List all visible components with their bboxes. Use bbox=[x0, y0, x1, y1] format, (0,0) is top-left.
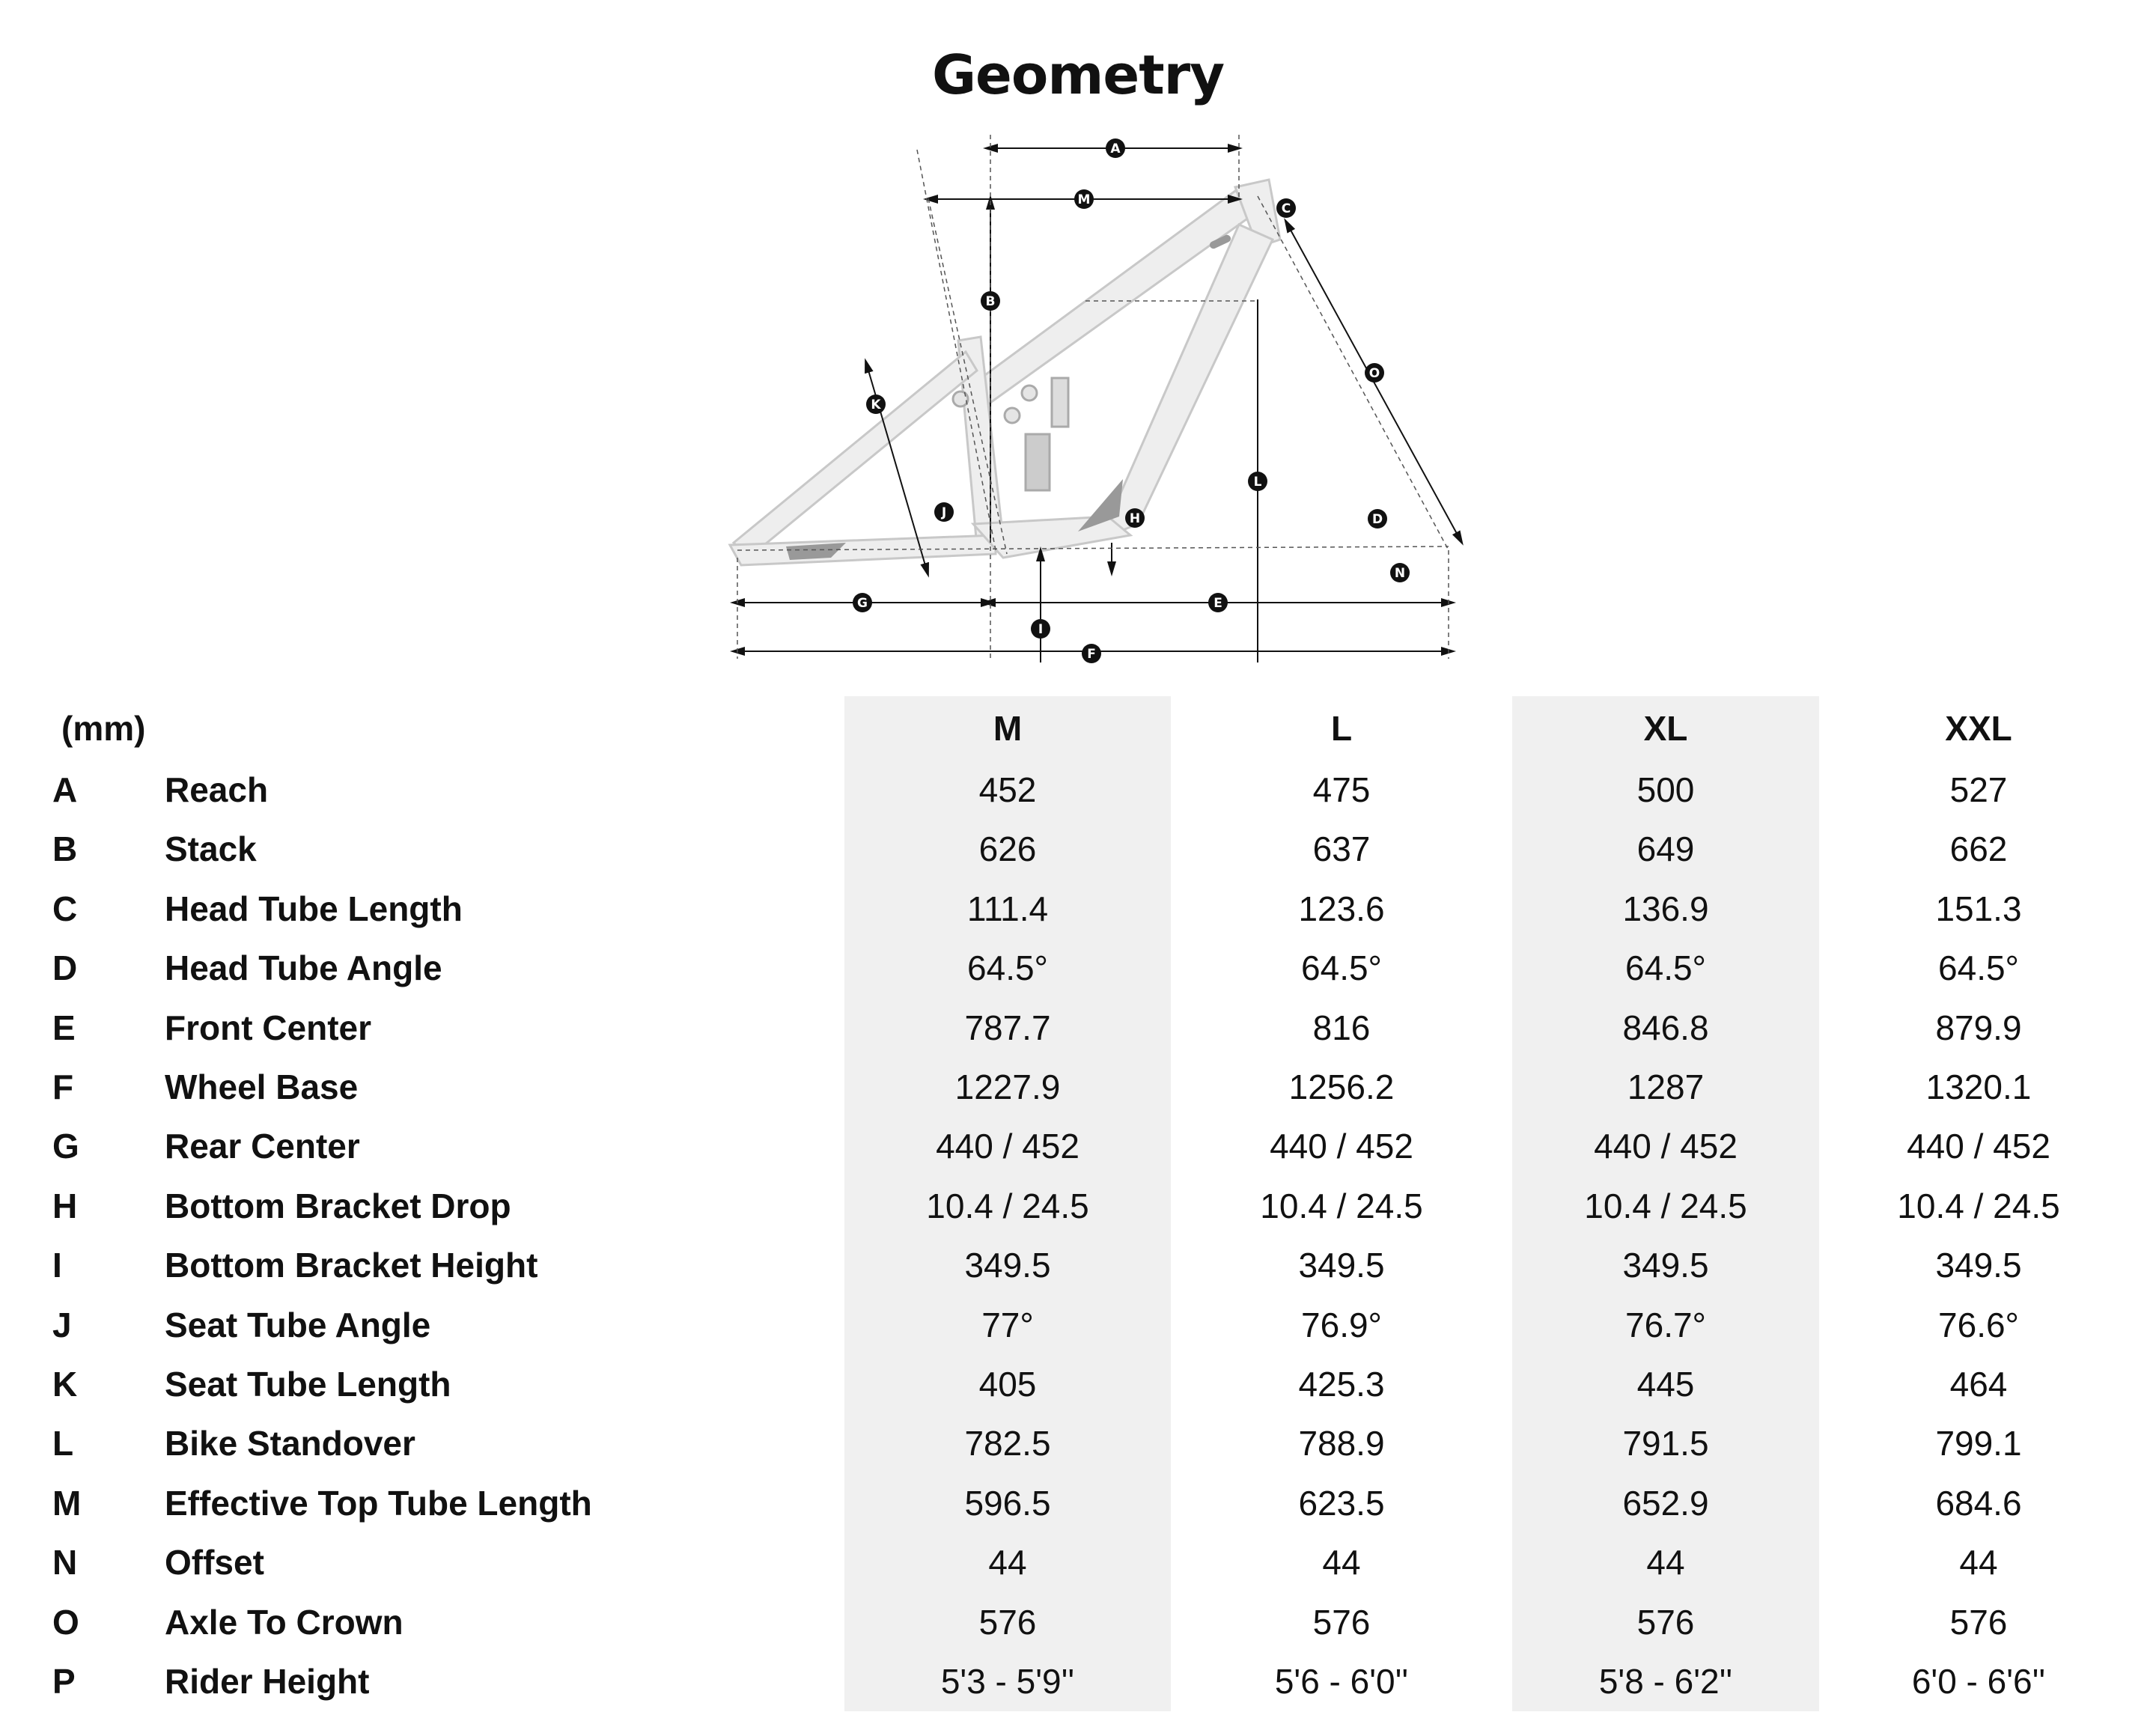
value-size-xl: 1287 bbox=[1627, 1067, 1705, 1107]
row-measurement-name: Effective Top Tube Length bbox=[165, 1483, 592, 1523]
row-measurement-name: Front Center bbox=[165, 1008, 371, 1047]
value-size-m: 787.7 bbox=[964, 1008, 1051, 1047]
row-measurement-name: Bottom Bracket Height bbox=[165, 1246, 538, 1285]
value-size-m: 626 bbox=[978, 829, 1037, 869]
diagram-label-d bbox=[1368, 509, 1387, 528]
svg-text:F: F bbox=[1087, 647, 1096, 662]
value-size-xl: 5'8 - 6'2'' bbox=[1598, 1662, 1733, 1702]
value-size-m: 111.4 bbox=[966, 889, 1049, 928]
page-title: Geometry bbox=[931, 43, 1225, 106]
table-row bbox=[52, 1058, 2138, 1117]
row-measurement-name: Head Tube Length bbox=[165, 889, 463, 928]
value-size-xxl: 10.4 / 24.5 bbox=[1897, 1186, 2060, 1225]
value-size-l: 637 bbox=[1312, 829, 1371, 869]
value-size-xl: 791.5 bbox=[1622, 1424, 1709, 1463]
value-size-l: 5'6 - 6'0'' bbox=[1274, 1662, 1409, 1702]
row-measurement-name: Wheel Base bbox=[165, 1067, 359, 1107]
value-size-m: 782.5 bbox=[964, 1424, 1051, 1463]
value-size-xl: 652.9 bbox=[1622, 1483, 1709, 1523]
diagram-label-o bbox=[1365, 363, 1384, 383]
diagram-label-c bbox=[1276, 198, 1296, 218]
bike-frame bbox=[730, 180, 1280, 565]
value-size-m: 1227.9 bbox=[954, 1067, 1061, 1107]
row-letter: K bbox=[52, 1365, 78, 1404]
diagram-label-h bbox=[1125, 508, 1145, 528]
row-measurement-name: Seat Tube Length bbox=[165, 1365, 451, 1404]
svg-text:H: H bbox=[1129, 511, 1141, 526]
value-size-xl: 64.5° bbox=[1625, 948, 1706, 988]
value-size-xl: 649 bbox=[1636, 829, 1695, 869]
row-letter: J bbox=[52, 1305, 72, 1344]
size-header-l: L bbox=[1330, 709, 1353, 748]
value-size-xxl: 6'0 - 6'6'' bbox=[1911, 1662, 2046, 1702]
row-letter: E bbox=[52, 1008, 76, 1047]
table-row bbox=[52, 1296, 2138, 1355]
dimension-guides bbox=[737, 135, 1449, 659]
svg-text:A: A bbox=[1110, 141, 1121, 156]
value-size-xxl: 1320.1 bbox=[1925, 1067, 2032, 1107]
value-size-l: 788.9 bbox=[1298, 1424, 1385, 1463]
row-letter: H bbox=[52, 1186, 78, 1225]
value-size-xxl: 527 bbox=[1949, 770, 2008, 809]
value-size-m: 576 bbox=[978, 1602, 1037, 1642]
value-size-xxl: 64.5° bbox=[1938, 948, 2019, 988]
value-size-l: 475 bbox=[1312, 770, 1371, 809]
value-size-m: 77° bbox=[981, 1305, 1034, 1344]
svg-text:J: J bbox=[941, 505, 947, 520]
diagram-label-e bbox=[1208, 593, 1228, 612]
bike-geometry-diagram bbox=[711, 135, 1475, 674]
row-letter: B bbox=[52, 829, 78, 869]
value-size-xl: 576 bbox=[1636, 1602, 1695, 1642]
table-header-row bbox=[52, 696, 2138, 761]
geometry-table bbox=[52, 696, 2138, 1712]
value-size-l: 576 bbox=[1312, 1602, 1371, 1642]
table-row bbox=[52, 1177, 2138, 1236]
value-size-xxl: 576 bbox=[1949, 1602, 2008, 1642]
value-size-xxl: 662 bbox=[1949, 829, 2008, 869]
value-size-m: 452 bbox=[978, 770, 1037, 809]
value-size-l: 349.5 bbox=[1298, 1246, 1385, 1285]
table-row bbox=[52, 1533, 2138, 1592]
svg-text:I: I bbox=[1038, 622, 1044, 637]
value-size-xxl: 799.1 bbox=[1935, 1424, 2022, 1463]
size-header-xxl: XXL bbox=[1945, 709, 2012, 748]
dimension-lines bbox=[737, 148, 1460, 662]
svg-text:K: K bbox=[871, 397, 881, 412]
row-measurement-name: Bike Standover bbox=[165, 1424, 415, 1463]
table-row bbox=[52, 939, 2138, 998]
diagram-label-l bbox=[1248, 472, 1267, 491]
value-size-xl: 44 bbox=[1646, 1543, 1685, 1582]
table-row bbox=[52, 1236, 2138, 1295]
diagram-label-g bbox=[853, 593, 872, 612]
row-letter: G bbox=[52, 1127, 79, 1166]
value-size-l: 816 bbox=[1312, 1008, 1371, 1047]
table-row bbox=[52, 1117, 2138, 1176]
diagram-label-i bbox=[1031, 619, 1050, 639]
value-size-m: 405 bbox=[978, 1365, 1037, 1404]
value-size-l: 10.4 / 24.5 bbox=[1260, 1186, 1423, 1225]
svg-text:C: C bbox=[1281, 201, 1291, 216]
value-size-xl: 136.9 bbox=[1622, 889, 1709, 928]
unit-label: (mm) bbox=[61, 709, 146, 748]
value-size-xxl: 879.9 bbox=[1935, 1008, 2022, 1047]
value-size-m: 5'3 - 5'9'' bbox=[940, 1662, 1075, 1702]
value-size-xxl: 76.6° bbox=[1938, 1305, 2019, 1344]
diagram-label-n bbox=[1390, 563, 1410, 582]
value-size-l: 425.3 bbox=[1298, 1365, 1385, 1404]
value-size-l: 623.5 bbox=[1298, 1483, 1385, 1523]
svg-text:E: E bbox=[1213, 596, 1222, 611]
value-size-xl: 76.7° bbox=[1625, 1305, 1706, 1344]
table-row bbox=[52, 880, 2138, 939]
value-size-m: 10.4 / 24.5 bbox=[926, 1186, 1089, 1225]
size-header-xl: XL bbox=[1643, 709, 1688, 748]
value-size-xxl: 44 bbox=[1959, 1543, 1998, 1582]
value-size-xxl: 464 bbox=[1949, 1365, 2008, 1404]
table-row bbox=[52, 1414, 2138, 1473]
diagram-label-a bbox=[1106, 138, 1125, 158]
value-size-xl: 500 bbox=[1636, 770, 1695, 809]
row-measurement-name: Seat Tube Angle bbox=[165, 1305, 431, 1344]
row-letter: M bbox=[52, 1483, 82, 1523]
row-measurement-name: Offset bbox=[165, 1543, 264, 1582]
diagram-label-j bbox=[934, 502, 954, 522]
value-size-l: 440 / 452 bbox=[1270, 1127, 1413, 1166]
value-size-m: 44 bbox=[988, 1543, 1027, 1582]
value-size-xxl: 684.6 bbox=[1935, 1483, 2022, 1523]
row-letter: O bbox=[52, 1602, 79, 1642]
row-letter: A bbox=[52, 770, 78, 809]
value-size-m: 440 / 452 bbox=[936, 1127, 1079, 1166]
value-size-l: 76.9° bbox=[1301, 1305, 1382, 1344]
table-row bbox=[52, 1355, 2138, 1414]
diagram-label-k bbox=[866, 395, 886, 414]
value-size-xl: 846.8 bbox=[1622, 1008, 1709, 1047]
table-row bbox=[52, 820, 2138, 879]
svg-text:L: L bbox=[1253, 475, 1262, 490]
diagram-label-f bbox=[1082, 644, 1101, 663]
svg-text:M: M bbox=[1077, 192, 1091, 207]
table-row bbox=[52, 1593, 2138, 1652]
row-letter: N bbox=[52, 1543, 78, 1582]
row-letter: F bbox=[52, 1067, 74, 1107]
value-size-l: 64.5° bbox=[1301, 948, 1382, 988]
value-size-l: 123.6 bbox=[1298, 889, 1385, 928]
table-row bbox=[52, 761, 2138, 820]
table-row bbox=[52, 999, 2138, 1058]
row-measurement-name: Bottom Bracket Drop bbox=[165, 1186, 511, 1225]
row-measurement-name: Rear Center bbox=[165, 1127, 360, 1166]
value-size-m: 349.5 bbox=[964, 1246, 1051, 1285]
row-letter: D bbox=[52, 948, 78, 988]
value-size-xxl: 349.5 bbox=[1935, 1246, 2022, 1285]
row-measurement-name: Head Tube Angle bbox=[165, 948, 442, 988]
svg-text:N: N bbox=[1394, 566, 1406, 581]
value-size-xl: 349.5 bbox=[1622, 1246, 1709, 1285]
value-size-xxl: 151.3 bbox=[1935, 889, 2022, 928]
diagram-label-b bbox=[981, 291, 1000, 311]
row-letter: L bbox=[52, 1424, 74, 1463]
size-header-m: M bbox=[993, 709, 1023, 748]
svg-text:G: G bbox=[857, 596, 868, 611]
diagram-label-m bbox=[1074, 189, 1094, 209]
value-size-xl: 445 bbox=[1636, 1365, 1695, 1404]
value-size-l: 44 bbox=[1322, 1543, 1361, 1582]
svg-text:D: D bbox=[1371, 512, 1383, 527]
row-letter: P bbox=[52, 1662, 76, 1702]
value-size-xl: 10.4 / 24.5 bbox=[1584, 1186, 1747, 1225]
table-row bbox=[52, 1474, 2138, 1533]
row-measurement-name: Reach bbox=[165, 770, 269, 809]
row-letter: C bbox=[52, 889, 78, 928]
value-size-l: 1256.2 bbox=[1288, 1067, 1395, 1107]
row-measurement-name: Stack bbox=[165, 829, 257, 869]
value-size-m: 64.5° bbox=[967, 948, 1048, 988]
svg-text:O: O bbox=[1368, 366, 1380, 381]
row-measurement-name: Axle To Crown bbox=[165, 1602, 404, 1642]
value-size-xl: 440 / 452 bbox=[1594, 1127, 1738, 1166]
row-letter: I bbox=[52, 1246, 62, 1285]
svg-text:B: B bbox=[985, 294, 996, 309]
value-size-xxl: 440 / 452 bbox=[1907, 1127, 2050, 1166]
value-size-m: 596.5 bbox=[964, 1483, 1051, 1523]
row-measurement-name: Rider Height bbox=[165, 1662, 370, 1702]
